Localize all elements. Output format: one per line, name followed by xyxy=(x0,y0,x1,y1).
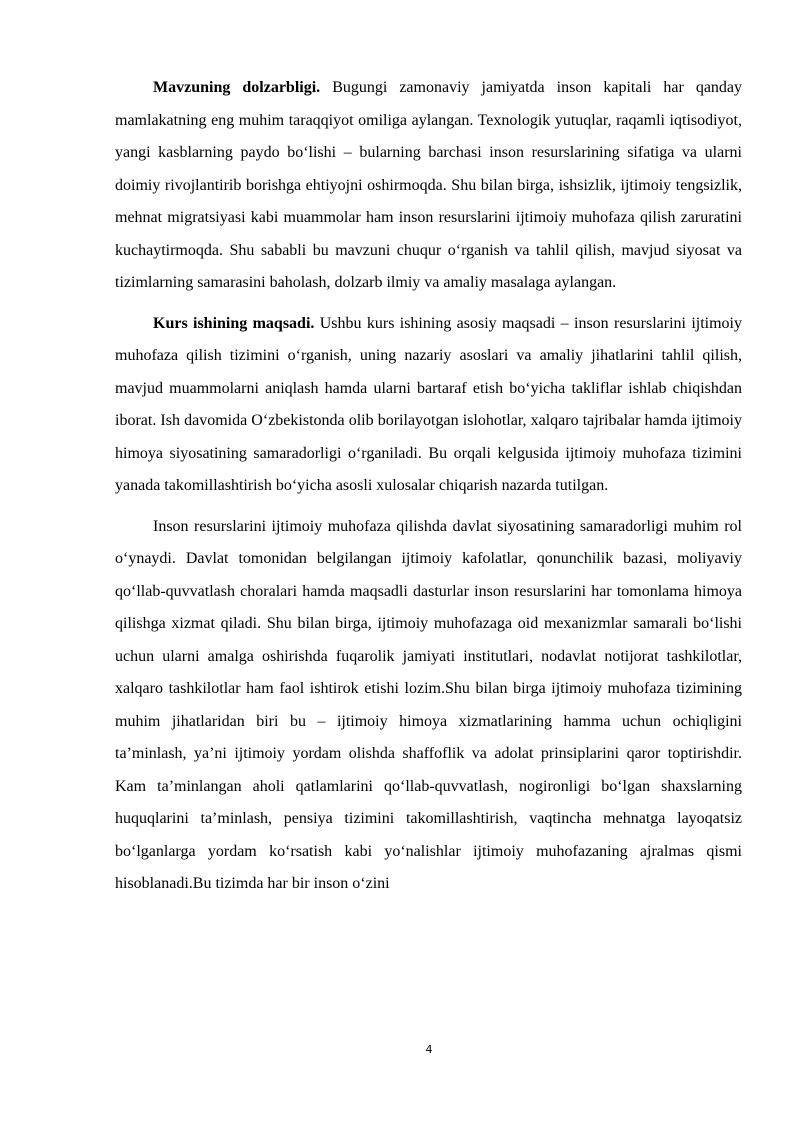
paragraph-heading-goal: Kurs ishining maqsadi. xyxy=(153,314,315,332)
paragraph-text-goal: Ushbu kurs ishining asosiy maqsadi – inson resurslarini ijtimoiy muhofaza qilish tizimini o‘rganish, uning nazariy asoslari va amaliy jihatlarini tahlil qilish, mavjud muammolarni aniqlash hamda ularni bartaraf etish bo‘yicha takliflar ishlab chiqishdan iborat. Ish davomida O‘zbekistonda olib borilayotgan islohotlar, xalqaro tajribalar hamda ijtimoiy himoya siyosatining samaradorligi o‘rganiladi. Bu orqali kelgusida ijtimoiy muhofaza tizimini yanada takomillashtirish bo‘yicha asosli xulosalar chiqarish nazarda tutilgan. xyxy=(115,314,742,494)
paragraph-state-policy xyxy=(115,511,742,901)
paragraph-goal xyxy=(115,308,742,503)
paragraph-text-relevance: Bugungi zamonaviy jamiyatda inson kapitali har qanday mamlakatning eng muhim taraqqiyot omiliga aylangan. Texnologik yutuqlar, raqamli iqtisodiyot, yangi kasblarning paydo bo‘lishi – bularning barchasi inson resurslarining sifatiga va ularni doimiy rivojlantirib borishga ehtiyojni oshirmoqda. Shu bilan birga, ishsizlik, ijtimoiy tengsizlik, mehnat migratsiyasi kabi muammolar ham inson resurslarini ijtimoiy muhofaza qilish zaruratini kuchaytirmoqda. Shu sababli bu mavzuni chuqur o‘rganish va tahlil qilish, mavjud siyosat va tizimlarning samarasini baholash, dolzarb ilmiy va amaliy masalaga aylangan. xyxy=(115,79,743,291)
paragraph-heading-relevance: Mavzuning dolzarbligi. xyxy=(153,79,321,96)
paragraph-text-state-policy: Inson resurslarini ijtimoiy muhofaza qilishda davlat siyosatining samaradorligi muhim rol o‘ynaydi. Davlat tomonidan belgilangan ijtimoiy kafolatlar, qonunchilik bazasi, moliyaviy qo‘llab-quvvatlash choralari hamda maqsadli dasturlar inson resurslarini har tomonlama himoya qilishga xizmat qiladi. Shu bilan birga, ijtimoiy muhofazaga oid mexanizmlar samarali bo‘lishi uchun ularni amalga oshirishda fuqarolik jamiyati institutlari, nodavlat notijorat tashkilotlar, xalqaro tashkilotlar ham faol ishtirok etishi lozim.Shu bilan birga ijtimoiy muhofaza tizimining muhim jihatlaridan biri bu – ijtimoiy himoya xizmatlarining hamma uchun ochiqligini ta’minlash, ya’ni ijtimoiy yordam olishda shaffoflik va adolat prinsiplarini qaror toptirishdir. Kam ta’minlangan aholi qatlamlarini qo‘llab-quvvatlash, nogironligi bo‘lgan shaxslarning huquqlarini ta’minlash, pensiya tizimini takomillashtirish, vaqtincha mehnatga layoqatsiz bo‘lganlarga yordam ko‘rsatish kabi yo‘nalishlar ijtimoiy muhofazaning ajralmas qismi hisoblanadi.Bu tizimda har bir inson o‘zini xyxy=(115,517,742,892)
paragraph-relevance xyxy=(115,72,742,300)
page-number: 4 xyxy=(425,1043,433,1056)
document-body xyxy=(115,72,742,909)
